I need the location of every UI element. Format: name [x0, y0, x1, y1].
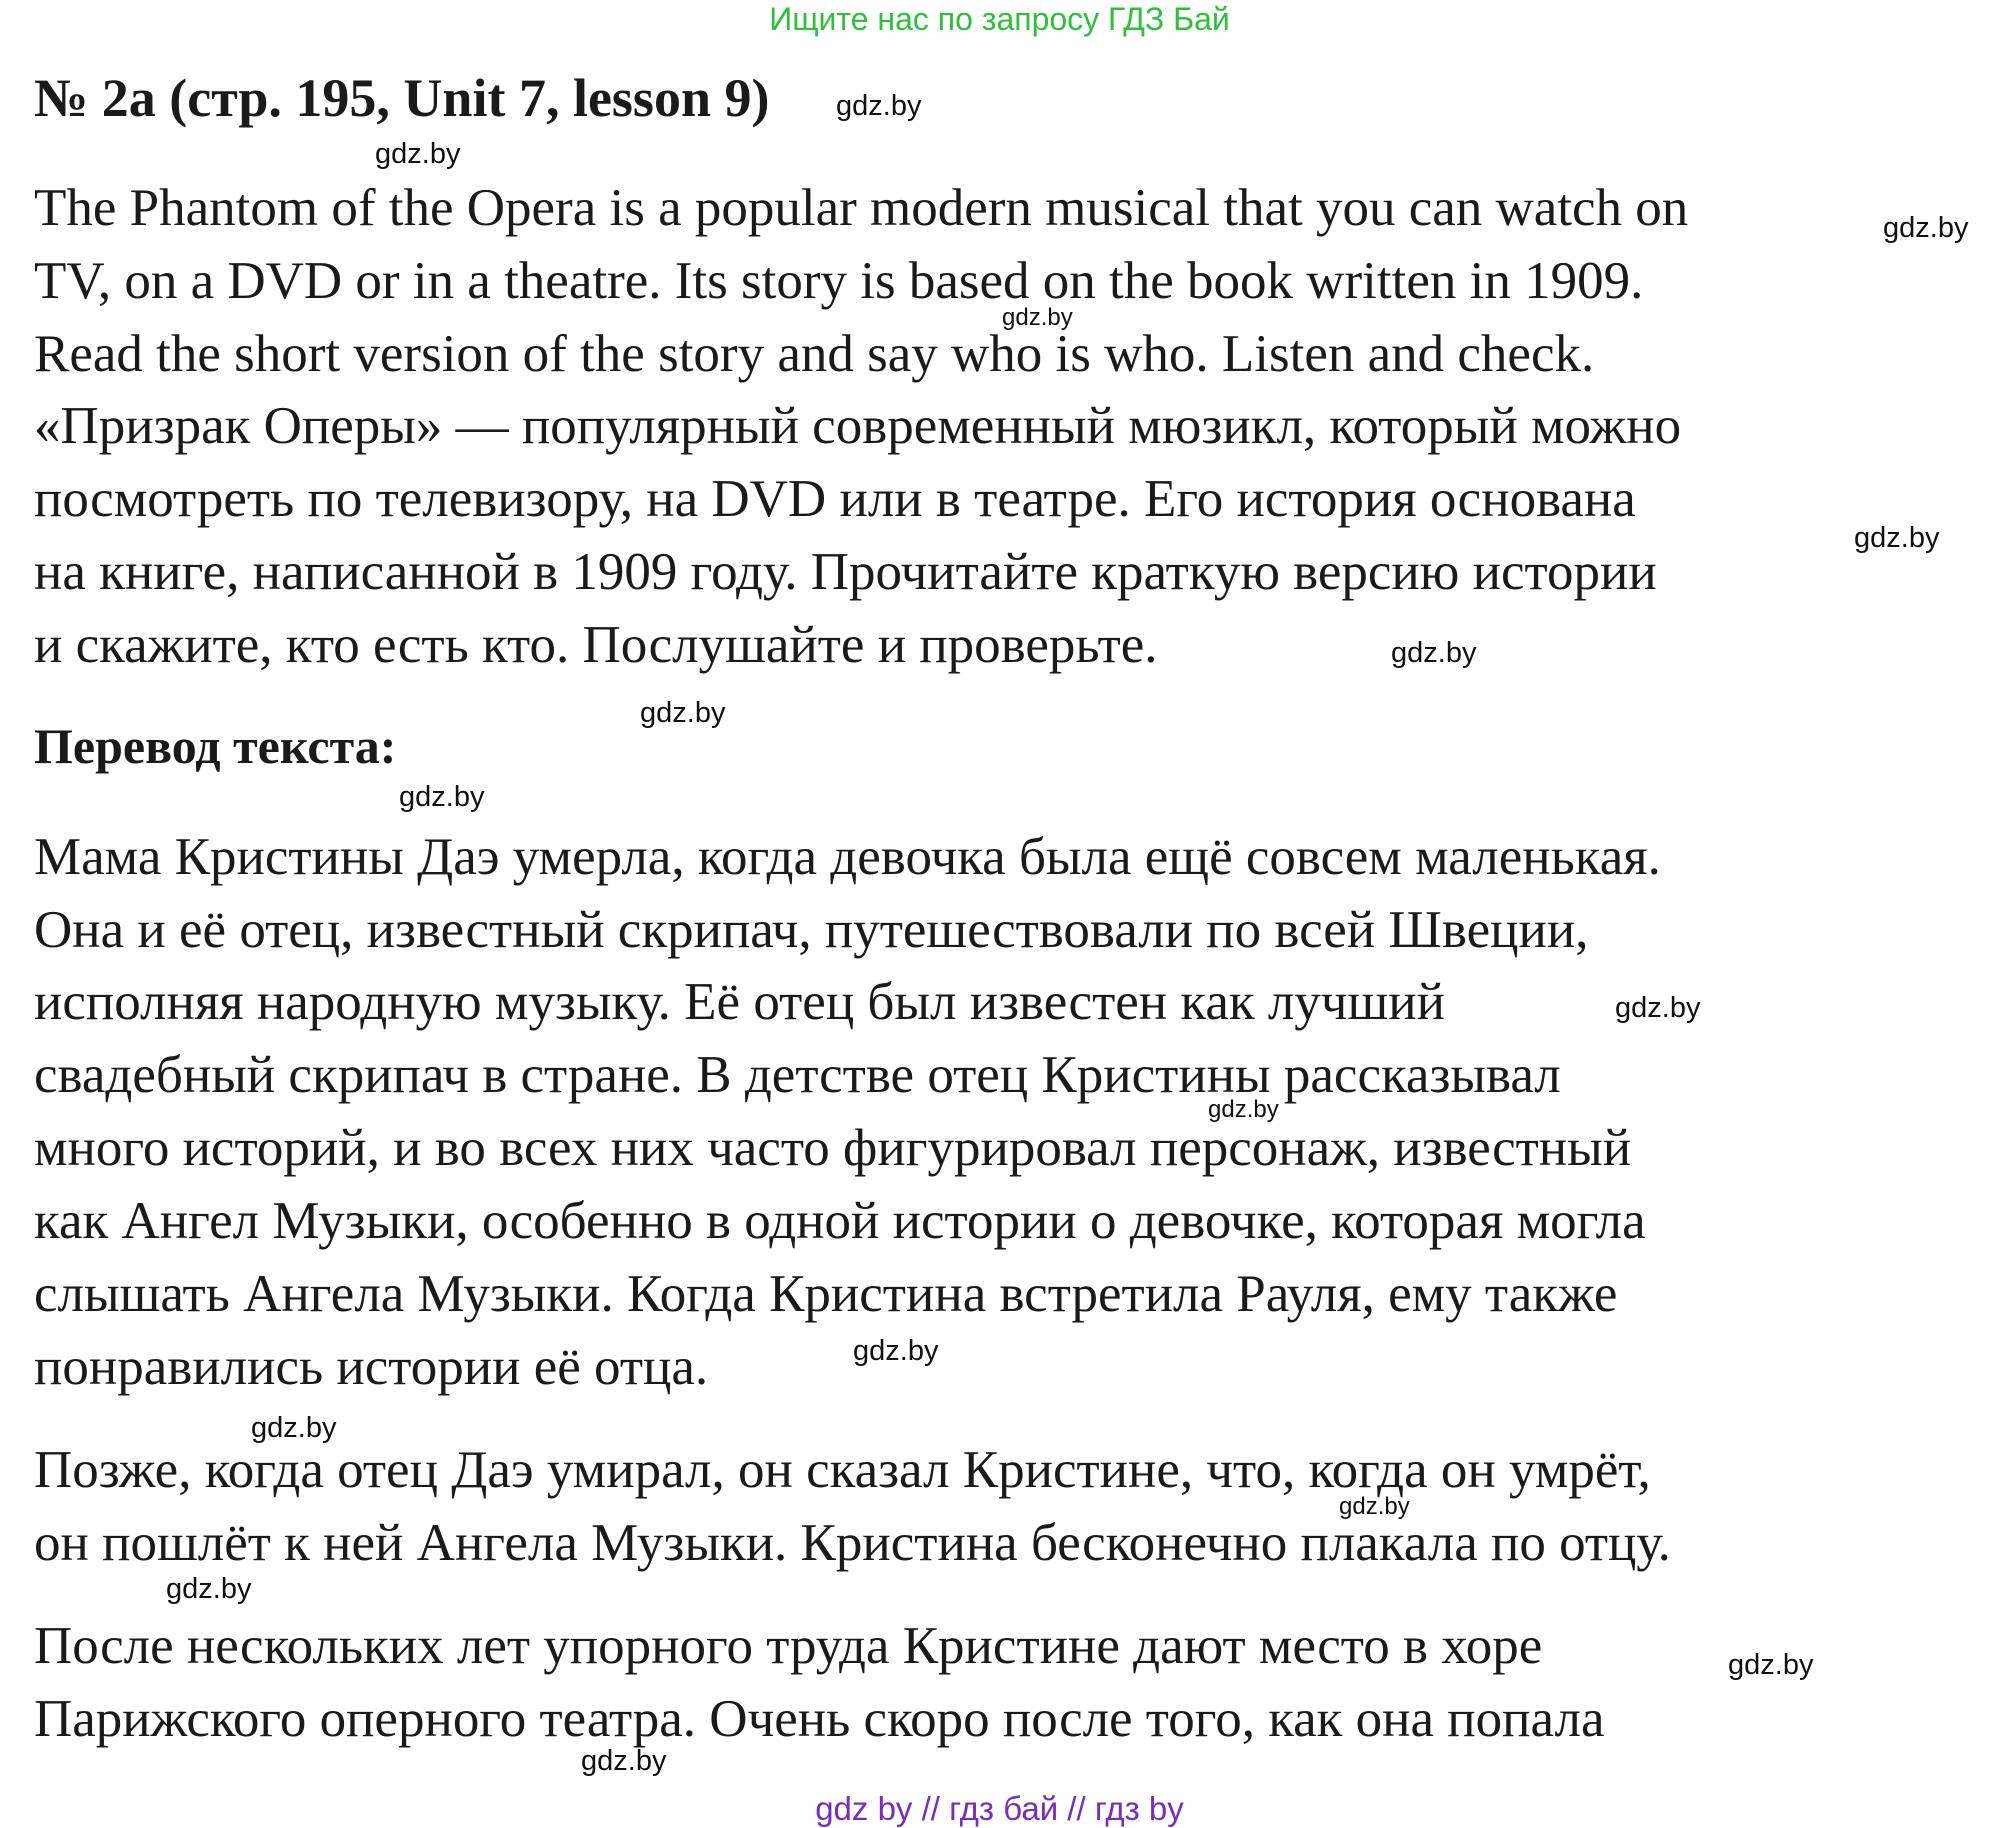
task-line: «Призрак Оперы» — популярный современный мюзикл, который можно [34, 397, 1682, 455]
watermark: gdz.by [853, 1335, 939, 1367]
paragraph-line: свадебный скрипач в стране. В детстве отец Кристины рассказывал [34, 1046, 1561, 1104]
watermark: gdz.by [1002, 304, 1073, 331]
watermark: gdz.by [1728, 1649, 1814, 1681]
watermark: gdz.by [375, 138, 461, 170]
task-line: на книге, написанной в 1909 году. Прочитайте краткую версию истории [34, 543, 1657, 601]
footer-links: gdz by // гдз бай // гдз by [815, 1790, 1184, 1827]
paragraph-line: После нескольких лет упорного труда Кристине дают место в хоре [34, 1617, 1543, 1675]
watermark: gdz.by [836, 90, 922, 122]
watermark: gdz.by [1339, 1493, 1410, 1520]
paragraph-line: Она и её отец, известный скрипач, путешествовали по всей Швеции, [34, 901, 1589, 959]
paragraph-line: он пошлёт к ней Ангела Музыки. Кристина бесконечно плакала по отцу. [34, 1514, 1671, 1572]
paragraph-line: Мама Кристины Даэ умерла, когда девочка была ещё совсем маленькая. [34, 828, 1661, 886]
watermark: gdz.by [251, 1412, 337, 1444]
paragraph-line: Парижского оперного театра. Очень скоро после того, как она попала [34, 1690, 1605, 1748]
exercise-heading: № 2a (стр. 195, Unit 7, lesson 9) [34, 68, 770, 128]
paragraph-line: слышать Ангела Музыки. Когда Кристина встретила Рауля, ему также [34, 1265, 1618, 1323]
watermark: gdz.by [399, 781, 485, 813]
paragraph-line: как Ангел Музыки, особенно в одной истории о девочке, которая могла [34, 1192, 1646, 1250]
paragraph-line: Позже, когда отец Даэ умирал, он сказал Кристине, что, когда он умрёт, [34, 1441, 1651, 1499]
watermark: gdz.by [1615, 992, 1701, 1024]
task-line: Read the short version of the story and say who is who. Listen and check. [34, 325, 1595, 383]
watermark: gdz.by [581, 1745, 667, 1777]
translation-heading: Перевод текста: [34, 718, 397, 774]
watermark: gdz.by [1883, 212, 1969, 244]
watermark: gdz.by [1391, 637, 1477, 669]
watermark: gdz.by [1208, 1096, 1279, 1123]
task-line: посмотреть по телевизору, на DVD или в театре. Его история основана [34, 470, 1636, 528]
paragraph-line: много историй, и во всех них часто фигурировал персонаж, известный [34, 1119, 1632, 1177]
task-line: The Phantom of the Opera is a popular modern musical that you can watch on [34, 179, 1689, 237]
watermark: gdz.by [640, 697, 726, 729]
task-line: и скажите, кто есть кто. Послушайте и проверьте. [34, 616, 1158, 674]
watermark: gdz.by [166, 1573, 252, 1605]
paragraph-line: понравились истории её отца. [34, 1338, 709, 1396]
paragraph-line: исполняя народную музыку. Её отец был известен как лучший [34, 973, 1445, 1031]
task-line: TV, on a DVD or in a theatre. Its story is based on the book written in 1909. [34, 252, 1644, 310]
top-banner: Ищите нас по запросу ГДЗ Бай [769, 1, 1230, 37]
watermark: gdz.by [1854, 522, 1940, 554]
